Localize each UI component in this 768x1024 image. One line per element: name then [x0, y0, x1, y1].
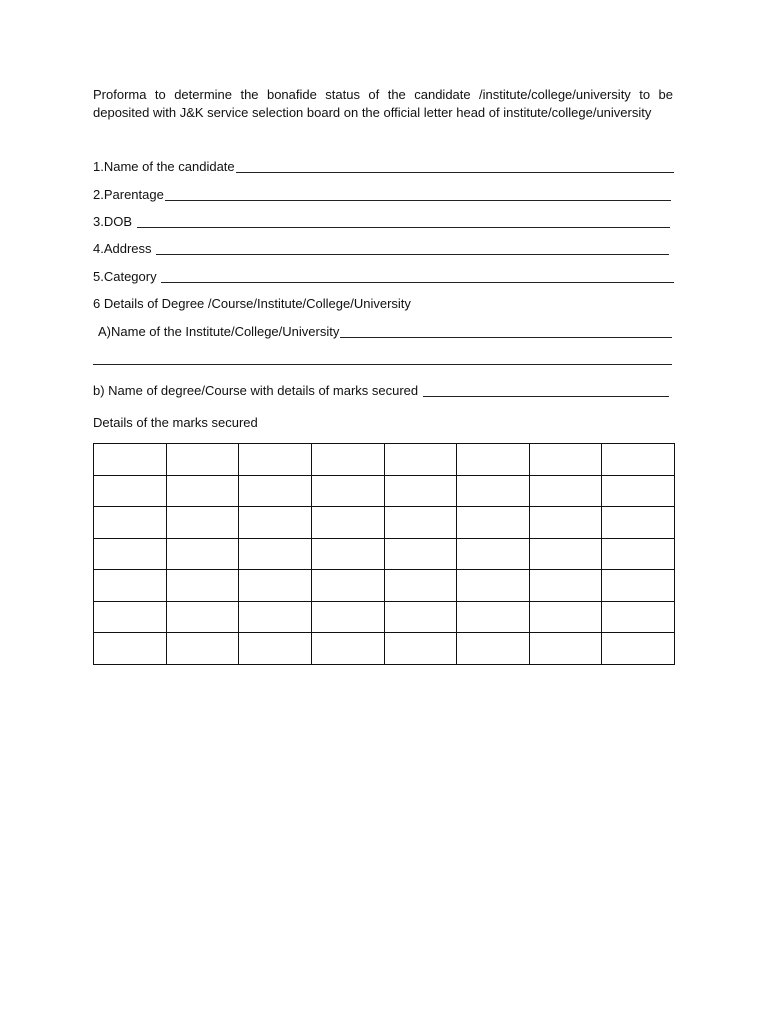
table-cell[interactable] — [94, 507, 167, 539]
table-row — [94, 538, 675, 570]
table-cell[interactable] — [457, 444, 530, 476]
table-row — [94, 475, 675, 507]
table-cell[interactable] — [529, 633, 602, 665]
parentage-blank[interactable] — [165, 200, 671, 201]
table-cell[interactable] — [529, 475, 602, 507]
dob-blank[interactable] — [137, 227, 670, 228]
parentage-label: 2.Parentage — [93, 187, 164, 202]
table-row — [94, 444, 675, 476]
field-candidate-name — [93, 158, 674, 176]
table-cell[interactable] — [529, 601, 602, 633]
table-cell[interactable] — [166, 444, 239, 476]
table-cell[interactable] — [384, 507, 457, 539]
table-cell[interactable] — [239, 570, 312, 602]
table-cell[interactable] — [166, 507, 239, 539]
table-cell[interactable] — [311, 538, 384, 570]
address-label: 4.Address — [93, 241, 156, 256]
table-cell[interactable] — [529, 570, 602, 602]
table-cell[interactable] — [239, 507, 312, 539]
category-label: 5.Category — [93, 269, 161, 284]
table-cell[interactable] — [94, 570, 167, 602]
table-cell[interactable] — [529, 507, 602, 539]
table-cell[interactable] — [384, 570, 457, 602]
table-cell[interactable] — [166, 538, 239, 570]
field-degree-course — [93, 382, 669, 400]
table-cell[interactable] — [384, 601, 457, 633]
table-cell[interactable] — [529, 538, 602, 570]
table-cell[interactable] — [602, 601, 675, 633]
field-parentage — [93, 186, 674, 204]
institute-name-blank[interactable] — [340, 337, 672, 338]
table-cell[interactable] — [94, 475, 167, 507]
table-cell[interactable] — [94, 633, 167, 665]
table-cell[interactable] — [602, 570, 675, 602]
table-row — [94, 601, 675, 633]
table-cell[interactable] — [384, 475, 457, 507]
field-institute-name — [98, 323, 672, 341]
institute-name-blank-continued[interactable] — [93, 364, 672, 365]
table-cell[interactable] — [457, 507, 530, 539]
table-cell[interactable] — [311, 475, 384, 507]
table-cell[interactable] — [384, 444, 457, 476]
marks-table-body — [94, 444, 675, 665]
table-cell[interactable] — [166, 475, 239, 507]
marks-table — [93, 443, 675, 665]
category-blank[interactable] — [161, 282, 674, 283]
table-cell[interactable] — [166, 633, 239, 665]
table-cell[interactable] — [602, 538, 675, 570]
intro-paragraph: Proforma to determine the bonafide status of the candidate /institute/college/university to be deposited with J&K service selection board on the official letter head of institute/college/university — [93, 87, 673, 120]
degree-course-blank[interactable] — [423, 396, 669, 397]
table-cell[interactable] — [311, 601, 384, 633]
table-cell[interactable] — [239, 633, 312, 665]
degree-course-label: b) Name of degree/Course with details of marks secured — [93, 383, 422, 398]
table-cell[interactable] — [94, 444, 167, 476]
table-cell[interactable] — [384, 538, 457, 570]
table-row — [94, 507, 675, 539]
table-cell[interactable] — [94, 538, 167, 570]
field-dob — [93, 213, 674, 231]
table-cell[interactable] — [602, 475, 675, 507]
table-cell[interactable] — [166, 601, 239, 633]
table-cell[interactable] — [311, 570, 384, 602]
table-cell[interactable] — [602, 633, 675, 665]
table-cell[interactable] — [384, 633, 457, 665]
table-cell[interactable] — [457, 538, 530, 570]
marks-heading: Details of the marks secured — [93, 415, 258, 430]
table-cell[interactable] — [457, 570, 530, 602]
field-category — [93, 268, 674, 286]
candidate-name-blank[interactable] — [236, 172, 674, 173]
field-address — [93, 240, 674, 258]
table-cell[interactable] — [239, 538, 312, 570]
table-cell[interactable] — [602, 444, 675, 476]
table-cell[interactable] — [457, 633, 530, 665]
table-cell[interactable] — [457, 601, 530, 633]
table-cell[interactable] — [239, 475, 312, 507]
table-cell[interactable] — [529, 444, 602, 476]
table-cell[interactable] — [239, 601, 312, 633]
table-row — [94, 633, 675, 665]
degree-details-heading: 6 Details of Degree /Course/Institute/College/University — [93, 296, 411, 311]
table-cell[interactable] — [239, 444, 312, 476]
table-cell[interactable] — [166, 570, 239, 602]
institute-name-label: A)Name of the Institute/College/University — [98, 324, 340, 339]
dob-label: 3.DOB — [93, 214, 136, 229]
table-cell[interactable] — [457, 475, 530, 507]
table-cell[interactable] — [602, 507, 675, 539]
table-row — [94, 570, 675, 602]
table-cell[interactable] — [311, 507, 384, 539]
candidate-name-label: 1.Name of the candidate — [93, 159, 235, 174]
table-cell[interactable] — [311, 444, 384, 476]
address-blank[interactable] — [156, 254, 669, 255]
table-cell[interactable] — [311, 633, 384, 665]
table-cell[interactable] — [94, 601, 167, 633]
